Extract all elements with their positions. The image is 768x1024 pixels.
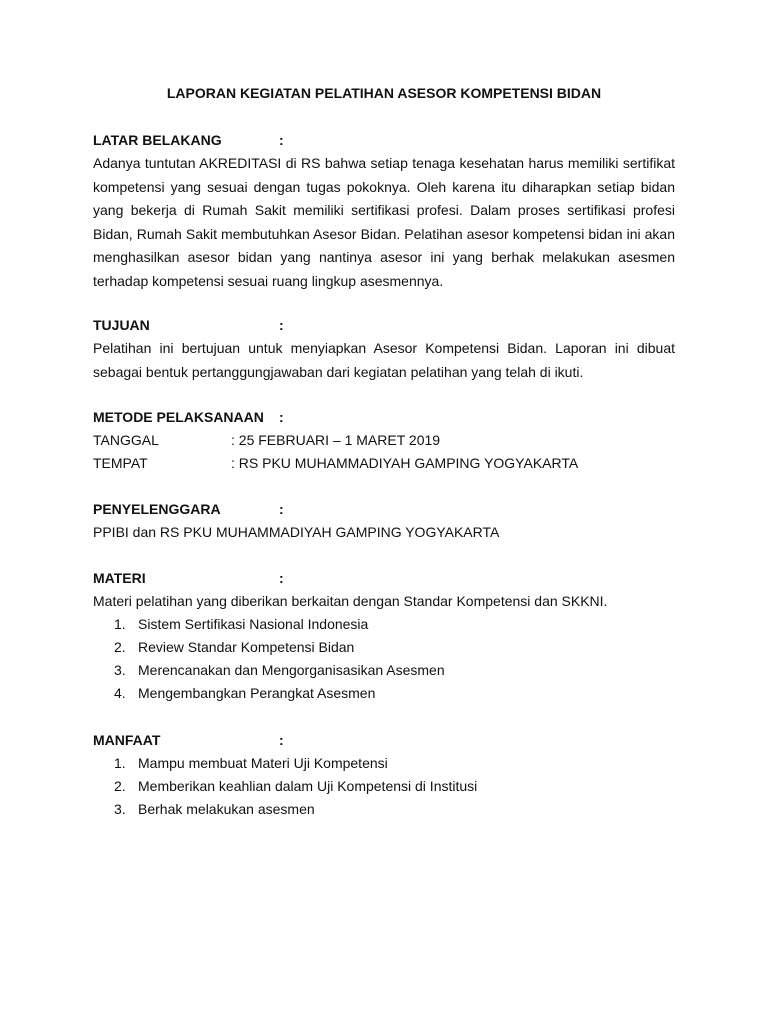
list-text: Mampu membuat Materi Uji Kompetensi [138,755,388,771]
list-text: Memberikan keahlian dalam Uji Kompetensi di Institusi [138,778,478,794]
section-manfaat [93,729,675,821]
list-number: 2. [114,639,126,655]
section-heading [93,314,675,337]
heading-colon: : [279,570,284,586]
heading-label: METODE PELAKSANAAN [93,409,264,425]
heading-colon: : [279,317,284,333]
tanggal-label: TANGGAL [93,432,159,448]
heading-label: LATAR BELAKANG [93,132,222,148]
tempat-value: : RS PKU MUHAMMADIYAH GAMPING YOGYAKARTA [231,455,579,471]
list-text: Merencanakan dan Mengorganisasikan Asesmen [138,662,445,678]
heading-label: MATERI [93,570,146,586]
document-title: LAPORAN KEGIATAN PELATIHAN ASESOR KOMPETENSI BIDAN [166,85,602,101]
list-number: 3. [114,801,126,817]
section-tujuan [93,314,675,384]
heading-label: TUJUAN [93,317,150,333]
list-number: 4. [114,685,126,701]
list-item [93,798,675,821]
manfaat-list [93,752,675,821]
penyelenggara-text: PPIBI dan RS PKU MUHAMMADIYAH GAMPING YOGYAKARTA [93,524,500,540]
list-item [93,659,675,682]
heading-colon: : [279,409,284,425]
section-materi [93,567,675,705]
section-latar-belakang [93,129,675,293]
heading-colon: : [279,132,284,148]
paragraph-tujuan: Pelatihan ini bertujuan untuk menyiapkan Asesor Kompetensi Bidan. Laporan ini dibuat sebagai bentuk pertanggungjawaban dari kegiatan pelatihan yang telah di ikuti. [93,340,675,380]
list-item [93,613,675,636]
list-number: 1. [114,616,126,632]
list-text: Sistem Sertifikasi Nasional Indonesia [138,616,369,632]
section-metode [93,406,675,475]
list-number: 3. [114,662,126,678]
heading-colon: : [279,732,284,748]
heading-label: MANFAAT [93,732,161,748]
tempat-label: TEMPAT [93,455,148,471]
section-heading [93,406,675,429]
section-heading [93,129,675,152]
tanggal-value: : 25 FEBRUARI – 1 MARET 2019 [231,432,441,448]
list-number: 2. [114,778,126,794]
tanggal-row [93,429,675,452]
list-item [93,775,675,798]
list-text: Review Standar Kompetensi Bidan [138,639,355,655]
section-heading [93,567,675,590]
materi-list [93,613,675,705]
list-item [93,752,675,775]
list-number: 1. [114,755,126,771]
list-text: Berhak melakukan asesmen [138,801,315,817]
paragraph-latar-belakang: Adanya tuntutan AKREDITASI di RS bahwa setiap tenaga kesehatan harus memiliki sertifikat kompetensi yang sesuai dengan tugas pokoknya. Oleh karena itu diharapkan setiap bidan yang bekerja di Rumah Sakit memiliki sertifikasi profesi. Dalam proses sertifikasi profesi Bidan, Rumah Sakit membutuhkan Asesor Bidan. Pelatihan asesor kompetensi bidan ini akan menghasilkan asesor bidan yang nantinya asesor ini yang berhak melakukan asesmen terhadap kompetensi sesuai ruang lingkup asesmennya. [93,155,675,289]
materi-intro: Materi pelatihan yang diberikan berkaitan dengan Standar Kompetensi dan SKKNI. [93,593,608,609]
list-item [93,682,675,705]
list-item [93,636,675,659]
section-penyelenggara [93,498,675,544]
section-heading [93,498,675,521]
heading-colon: : [279,501,284,517]
heading-label: PENYELENGGARA [93,501,221,517]
list-text: Mengembangkan Perangkat Asesmen [138,685,376,701]
section-heading [93,729,675,752]
tempat-row [93,452,675,475]
